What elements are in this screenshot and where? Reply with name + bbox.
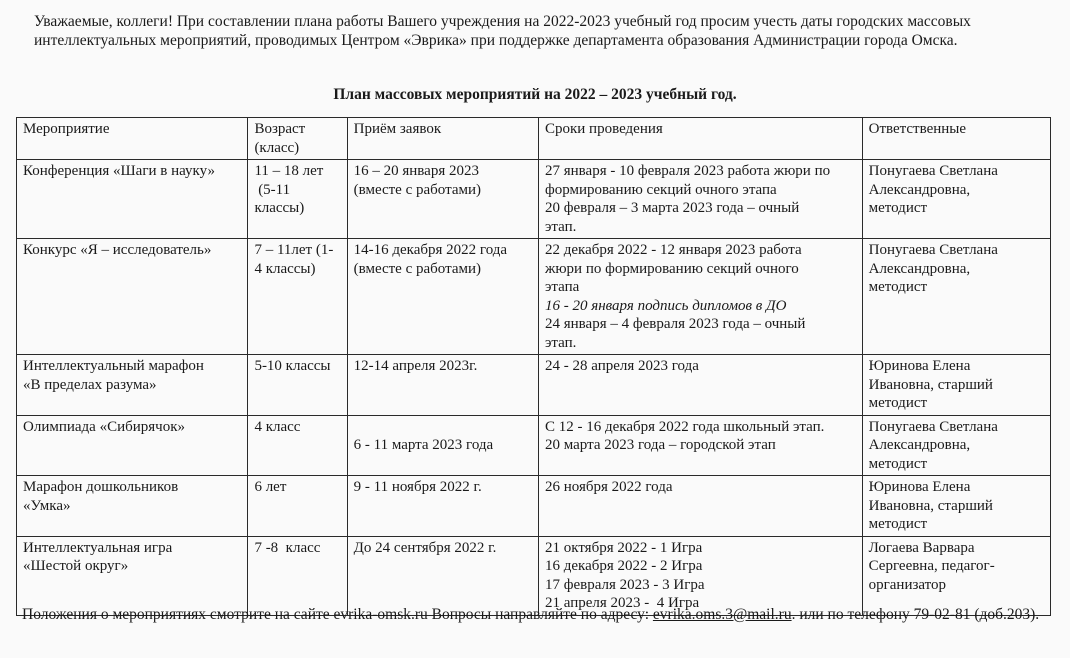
header-responsible: Ответственные (862, 118, 1050, 160)
table-row (17, 160, 1051, 239)
footer-text: Положения о мероприятиях смотрите на сайте evrika-omsk.ru Вопросы направляйте по адресу: (22, 606, 653, 623)
cell-applications: 12-14 апреля 2023г. (347, 355, 538, 416)
cell-applications: 9 - 11 ноября 2022 г. (347, 476, 538, 537)
cell-responsible: Понугаева Светлана Александровна, методист (862, 160, 1050, 239)
table-header-row (17, 118, 1051, 160)
header-event: Мероприятие (17, 118, 248, 160)
cell-event: Марафон дошкольников «Умка» (17, 476, 248, 537)
footer-note (22, 605, 1042, 624)
cell-responsible: Понугаева Светлана Александровна, методист (862, 239, 1050, 355)
cell-applications: До 24 сентября 2022 г. (347, 536, 538, 615)
cell-age: 4 класс (248, 415, 347, 476)
cell-dates: 26 ноября 2022 года (538, 476, 862, 537)
table-row (17, 355, 1051, 416)
diploma-note: 16 - 20 января подпись дипломов в ДО (544, 297, 787, 314)
cell-event: Интеллектуальная игра «Шестой округ» (17, 536, 248, 615)
cell-applications: 16 – 20 января 2023 (вместе с работами) (347, 160, 538, 239)
cell-event: Конкурс «Я – исследователь» (17, 239, 248, 355)
cell-age: 11 – 18 лет (5-11 классы) (248, 160, 347, 239)
cell-responsible: Юринова Елена Ивановна, старший методист (862, 476, 1050, 537)
cell-event: Интеллектуальный марафон «В пределах разума» (17, 355, 248, 416)
footer-phone-text: . или по телефону 79-02-81 (доб.203). (791, 606, 1040, 623)
intro-text: Уважаемые, коллеги! При составлении плана работы Вашего учреждения на 2022-2023 учебный год просим учесть даты городских массовых интеллектуальных мероприятий, проводимых Центром «Эврика» при поддержке департамента образования Администрации города Омска. (34, 13, 971, 49)
cell-applications: 14-16 декабря 2022 года (вместе с работами) (347, 239, 538, 355)
cell-age: 6 лет (248, 476, 347, 537)
cell-event: Конференция «Шаги в науку» (17, 160, 248, 239)
plan-title: План массовых мероприятий на 2022 – 2023 учебный год. (333, 86, 737, 103)
cell-age: 7 – 11лет (1- 4 классы) (248, 239, 347, 355)
cell-age: 5-10 классы (248, 355, 347, 416)
cell-responsible: Юринова Елена Ивановна, старший методист (862, 355, 1050, 416)
cell-dates: 22 декабря 2022 - 12 января 2023 работа жюри по формированию секций очного этапа 16 - 20 января подпись дипломов в ДО 24 января – 4 февраля 2023 года – очный этап. (538, 239, 862, 355)
cell-dates: 27 января - 10 февраля 2023 работа жюри по формированию секций очного этапа 20 февраля – 3 марта 2023 года – очный этап. (538, 160, 862, 239)
header-dates: Сроки проведения (538, 118, 862, 160)
cell-age: 7 -8 класс (248, 536, 347, 615)
header-age: Возраст (класс) (248, 118, 347, 160)
cell-dates: С 12 - 16 декабря 2022 года школьный этап. 20 марта 2023 года – городской этап (538, 415, 862, 476)
cell-responsible: Понугаева Светлана Александровна, методист (862, 415, 1050, 476)
cell-dates: 21 октября 2022 - 1 Игра 16 декабря 2022 - 2 Игра 17 февраля 2023 - 3 Игра 21 апреля 2023 - 4 Игра (538, 536, 862, 615)
footer-email-link[interactable]: evrika.oms.3@mail.ru (652, 606, 792, 623)
cell-dates: 24 - 28 апреля 2023 года (538, 355, 862, 416)
cell-applications: 6 - 11 марта 2023 года (347, 415, 538, 476)
events-table (16, 117, 1051, 616)
cell-event: Олимпиада «Сибирячок» (17, 415, 248, 476)
table-row (17, 415, 1051, 476)
table-row (17, 536, 1051, 615)
table-row (17, 476, 1051, 537)
header-applications: Приём заявок (347, 118, 538, 160)
table-row (17, 239, 1051, 355)
cell-responsible: Логаева Варвара Сергеевна, педагог- организатор (862, 536, 1050, 615)
